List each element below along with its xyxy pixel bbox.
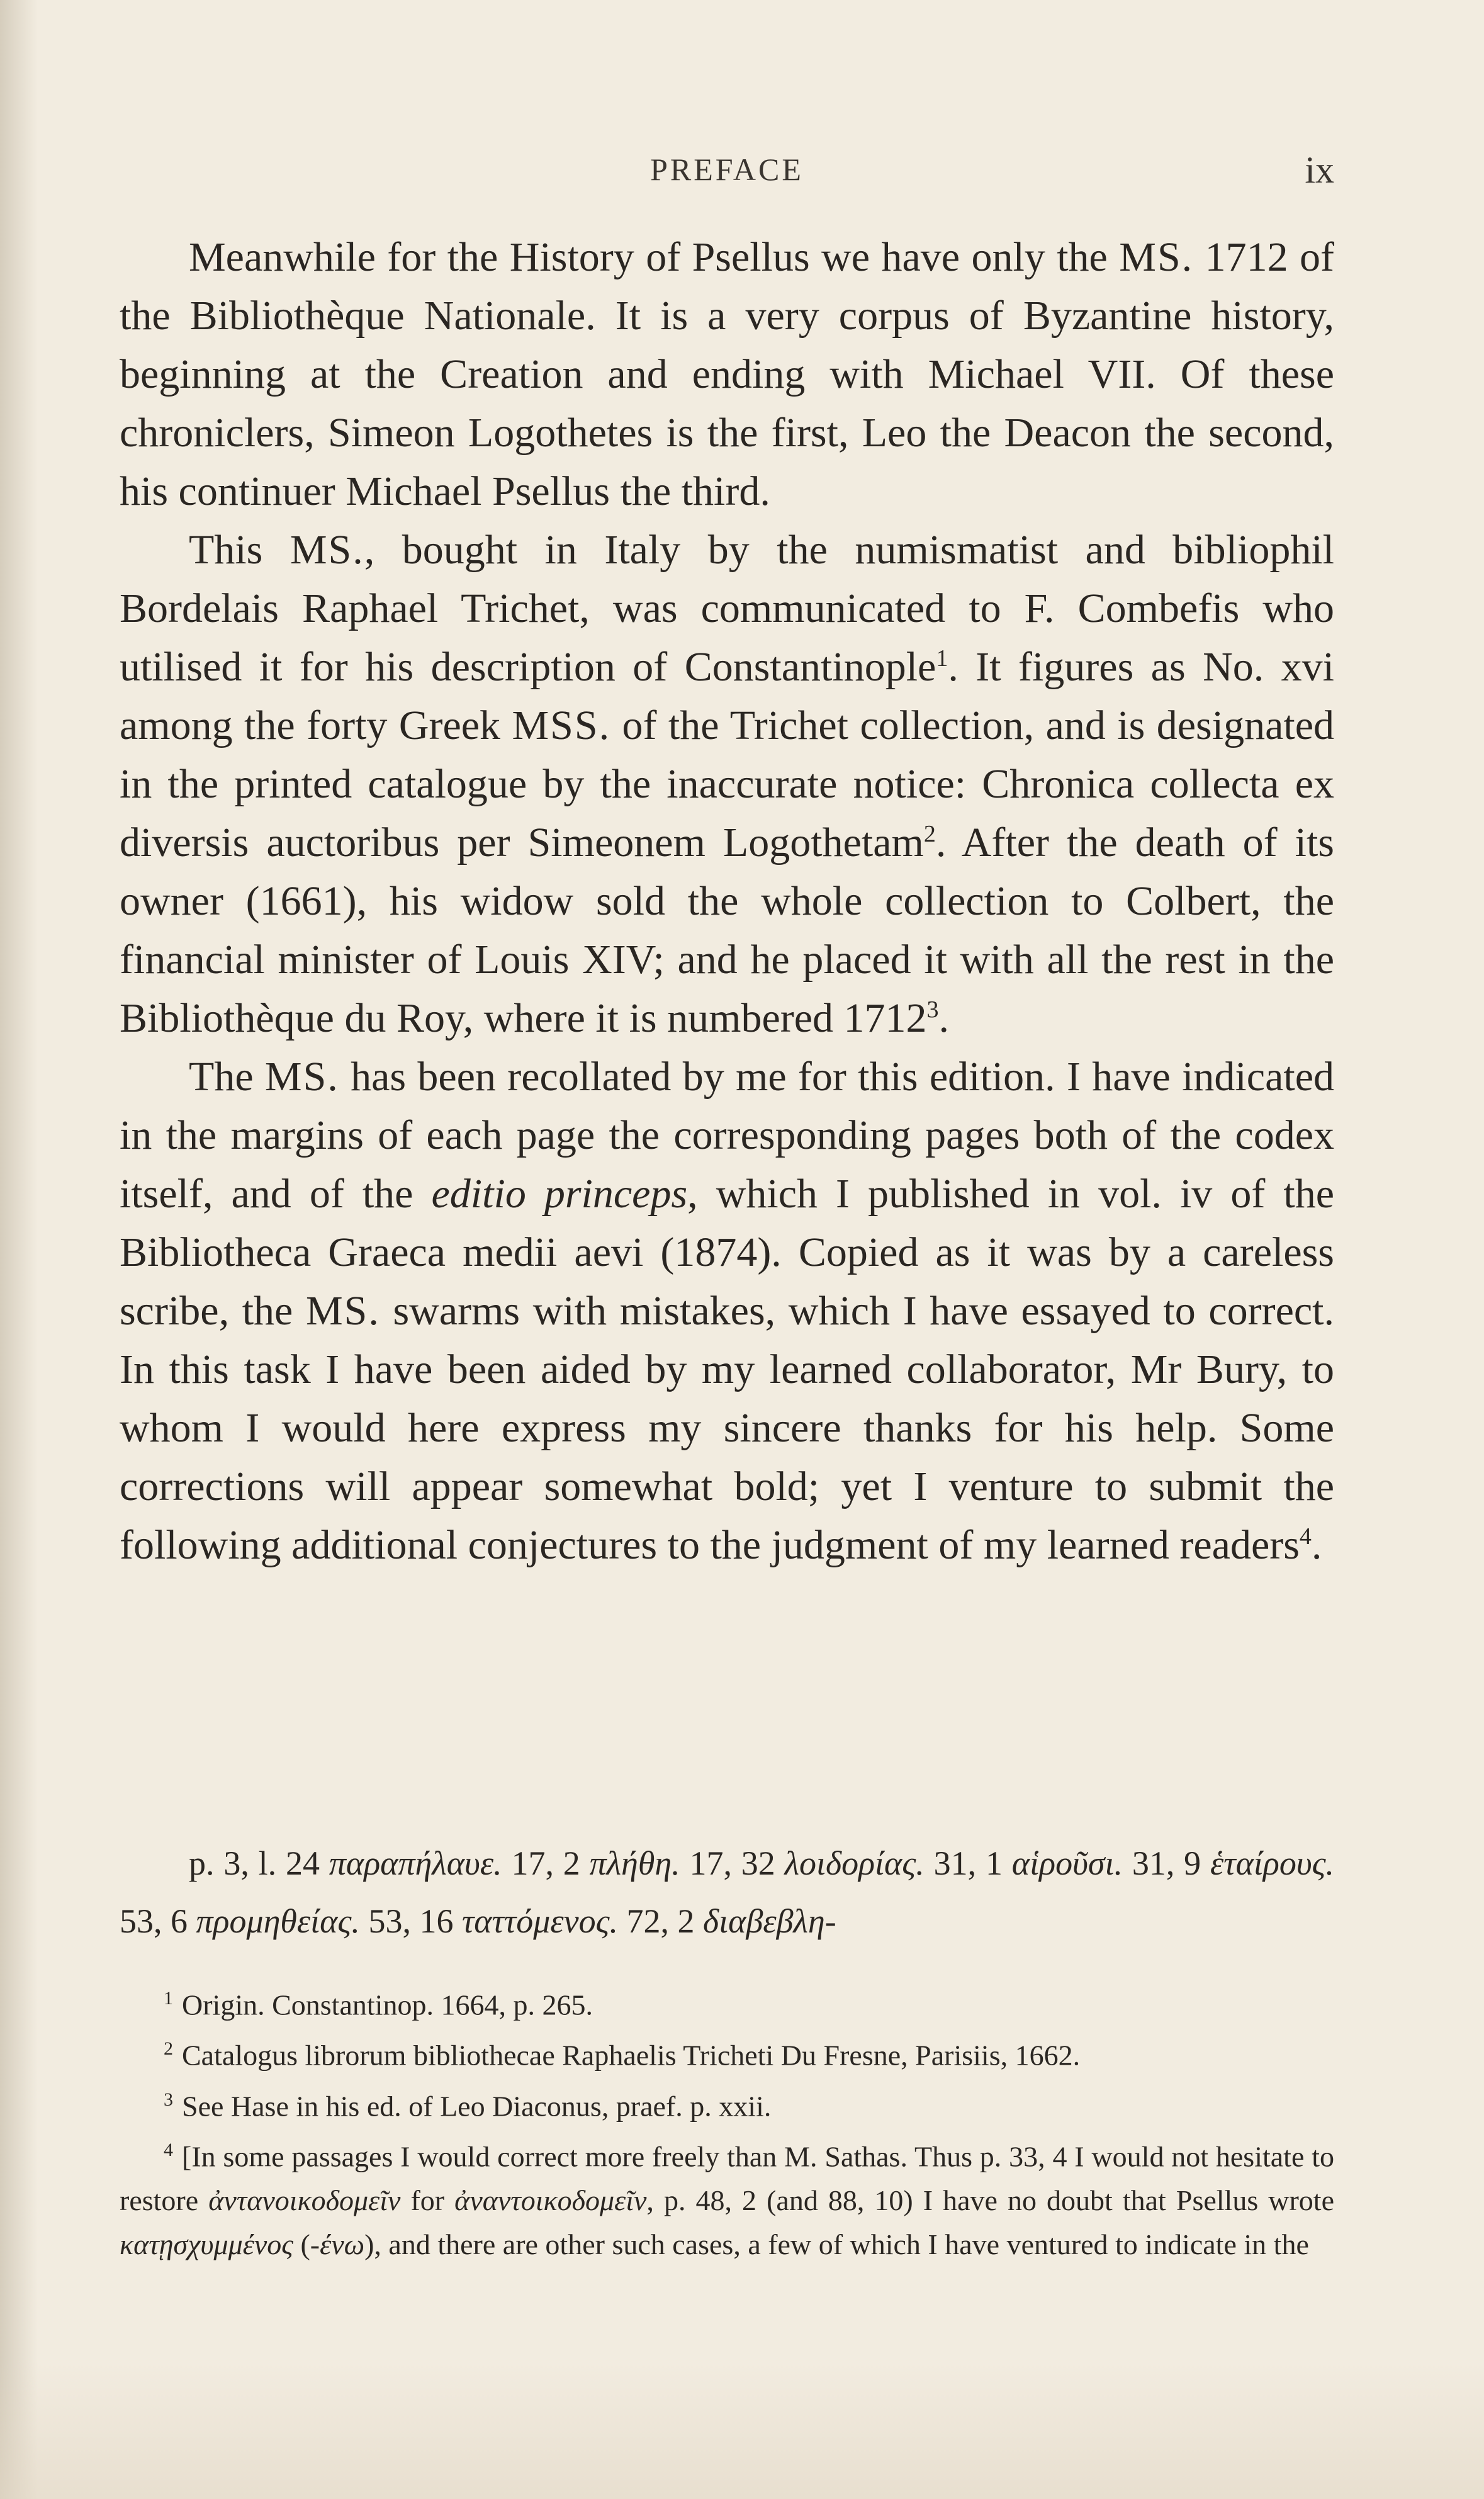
text-run: . After the death of its owner (1661), his widow sold the whole collection to Colbert, the financial minister of Louis XIV; and he placed it with all the rest in the Bibliothèque du Roy, where it is numbered 1712 xyxy=(120,820,1334,1041)
footnote-3 xyxy=(120,2078,1334,2128)
greek-word: κατῃσχυμμένος xyxy=(120,2228,293,2261)
paragraph-2 xyxy=(120,521,1334,1047)
correction-word: παραπήλαυε. xyxy=(329,1844,502,1882)
footnote-text: for xyxy=(400,2184,455,2217)
text-run: swarms with mistakes, which I have essayed to correct. In this task I have been aided by my learned collaborator, Mr Bury, to whom I would here express my sincere thanks for his help. Some corrections will appear somewhat bold; yet I venture to submit the following additional conjectures to the judgment of my learned readers xyxy=(120,1288,1335,1568)
greek-word: -ένω xyxy=(310,2228,365,2261)
greek-word: ἀνταvοικοδομεῖν xyxy=(208,2184,401,2217)
footnote-ref: 1 xyxy=(936,645,948,672)
text-run: . It figures as No. xvi among the forty Greek xyxy=(120,644,1334,748)
footnote-mark: 1 xyxy=(164,1988,173,2009)
text-run: . xyxy=(938,995,950,1041)
text-run: , bought in Italy by the numismatist and bibliophil Bordelais Raphael Trichet, was communicated to F. Combefis who utilised it for his description of Constantinople xyxy=(120,527,1334,690)
correction-word: ταττόμενος. xyxy=(461,1902,619,1940)
footnote-text: ( xyxy=(293,2228,310,2261)
ms-abbrev: MS. xyxy=(1119,234,1194,280)
footnote-text: Origin. Constantinop. 1664, p. 265. xyxy=(182,1988,593,2021)
paper-foxing xyxy=(0,2361,1484,2499)
correction-word: λοιδορίας. xyxy=(784,1844,925,1882)
text-run: of the Trichet collection, and is designated in the printed catalogue by the inaccurate notice: Chronica collecta ex diversis auctoribus per Simeonem Logothetam xyxy=(120,702,1334,866)
ms-abbrev: MS. xyxy=(305,1288,380,1334)
correction-ref: p. 3, l. 24 xyxy=(189,1844,320,1882)
text-run: The xyxy=(189,1054,265,1100)
paragraph-3 xyxy=(120,1047,1334,1574)
text-run: 1712 of the Bibliothèque Nationale. It is a very corpus of Byzantine history, beginning at the Creation and ending with Michael VII. Of these chroniclers, Simeon Logothetes is the first, Leo the Deacon the second, his continuer Michael Psellus the third. xyxy=(120,234,1334,514)
italic-title: editio princeps xyxy=(431,1171,688,1217)
footnote-text: , p. 48, 2 (and 88, 10) I have no doubt that Psellus wrote xyxy=(646,2184,1335,2217)
correction-ref: 17, 2 xyxy=(511,1844,580,1882)
text-run: . xyxy=(1311,1522,1322,1568)
footnote-text: Catalogus librorum bibliothecae Raphaelis Tricheti Du Fresne, Parisiis, 1662. xyxy=(182,2039,1081,2072)
correction-ref: 17, 32 xyxy=(689,1844,775,1882)
text-run: , which I published in vol. iv of the Bibliotheca Graeca medii aevi (1874). Copied as it was by a careless scribe, the xyxy=(120,1171,1334,1334)
text-run: This xyxy=(189,527,290,573)
correction-word: πλήθη. xyxy=(589,1844,680,1882)
ms-abbrev: MS. xyxy=(264,1054,339,1100)
footnote-ref: 3 xyxy=(926,996,939,1023)
correction-word: διαβεβλη- xyxy=(703,1902,836,1940)
correction-ref: 31, 1 xyxy=(933,1844,1003,1882)
footnote-mark: 4 xyxy=(164,2139,173,2160)
running-head xyxy=(120,151,1334,201)
correction-word: αἱροῦσι. xyxy=(1011,1844,1123,1882)
footnote-text: [In some passages I would correct more freely than M. Sathas. Thus p. 33, 4 I would not hesitate to restore xyxy=(120,2140,1334,2217)
mss-abbrev: MSS. xyxy=(512,702,611,748)
correction-ref: 53, 6 xyxy=(120,1902,188,1940)
correction-ref: 53, 16 xyxy=(368,1902,454,1940)
footnote-1 xyxy=(120,1977,1334,2027)
ms-abbrev: MS. xyxy=(289,527,364,573)
greek-word: ἀναντοικοδομεῖν xyxy=(454,2184,647,2217)
footnote-text: ), and there are other such cases, a few of which I have ventured to indicate in the xyxy=(364,2228,1309,2261)
footnote-2 xyxy=(120,2027,1334,2077)
correction-ref: 72, 2 xyxy=(626,1902,695,1940)
body-text xyxy=(120,228,1334,1574)
correction-word: ἑταίρους. xyxy=(1210,1844,1335,1882)
footnotes xyxy=(120,1977,1334,2267)
paragraph-1 xyxy=(120,228,1334,521)
page-edge-shadow xyxy=(0,0,38,2499)
footnote-mark: 2 xyxy=(164,2038,173,2060)
footnote-mark: 3 xyxy=(164,2089,173,2110)
corrections-list xyxy=(120,1834,1334,1950)
page-number: ix xyxy=(1305,149,1334,191)
text-run: Meanwhile for the History of Psellus we have only the xyxy=(189,234,1120,280)
footnote-4 xyxy=(120,2128,1334,2267)
footnote-ref: 2 xyxy=(923,821,936,847)
text-run: has been recollated by me for this edition. I have indicated in the margins of each page the corresponding pages both of the codex itself, and of the xyxy=(120,1054,1334,1217)
footnote-text: See Hase in his ed. of Leo Diaconus, praef. p. xxii. xyxy=(182,2089,772,2122)
correction-word: προμηθείας. xyxy=(196,1902,360,1940)
correction-ref: 31, 9 xyxy=(1132,1844,1201,1882)
running-title: PREFACE xyxy=(650,152,804,187)
footnote-ref: 4 xyxy=(1299,1523,1312,1550)
